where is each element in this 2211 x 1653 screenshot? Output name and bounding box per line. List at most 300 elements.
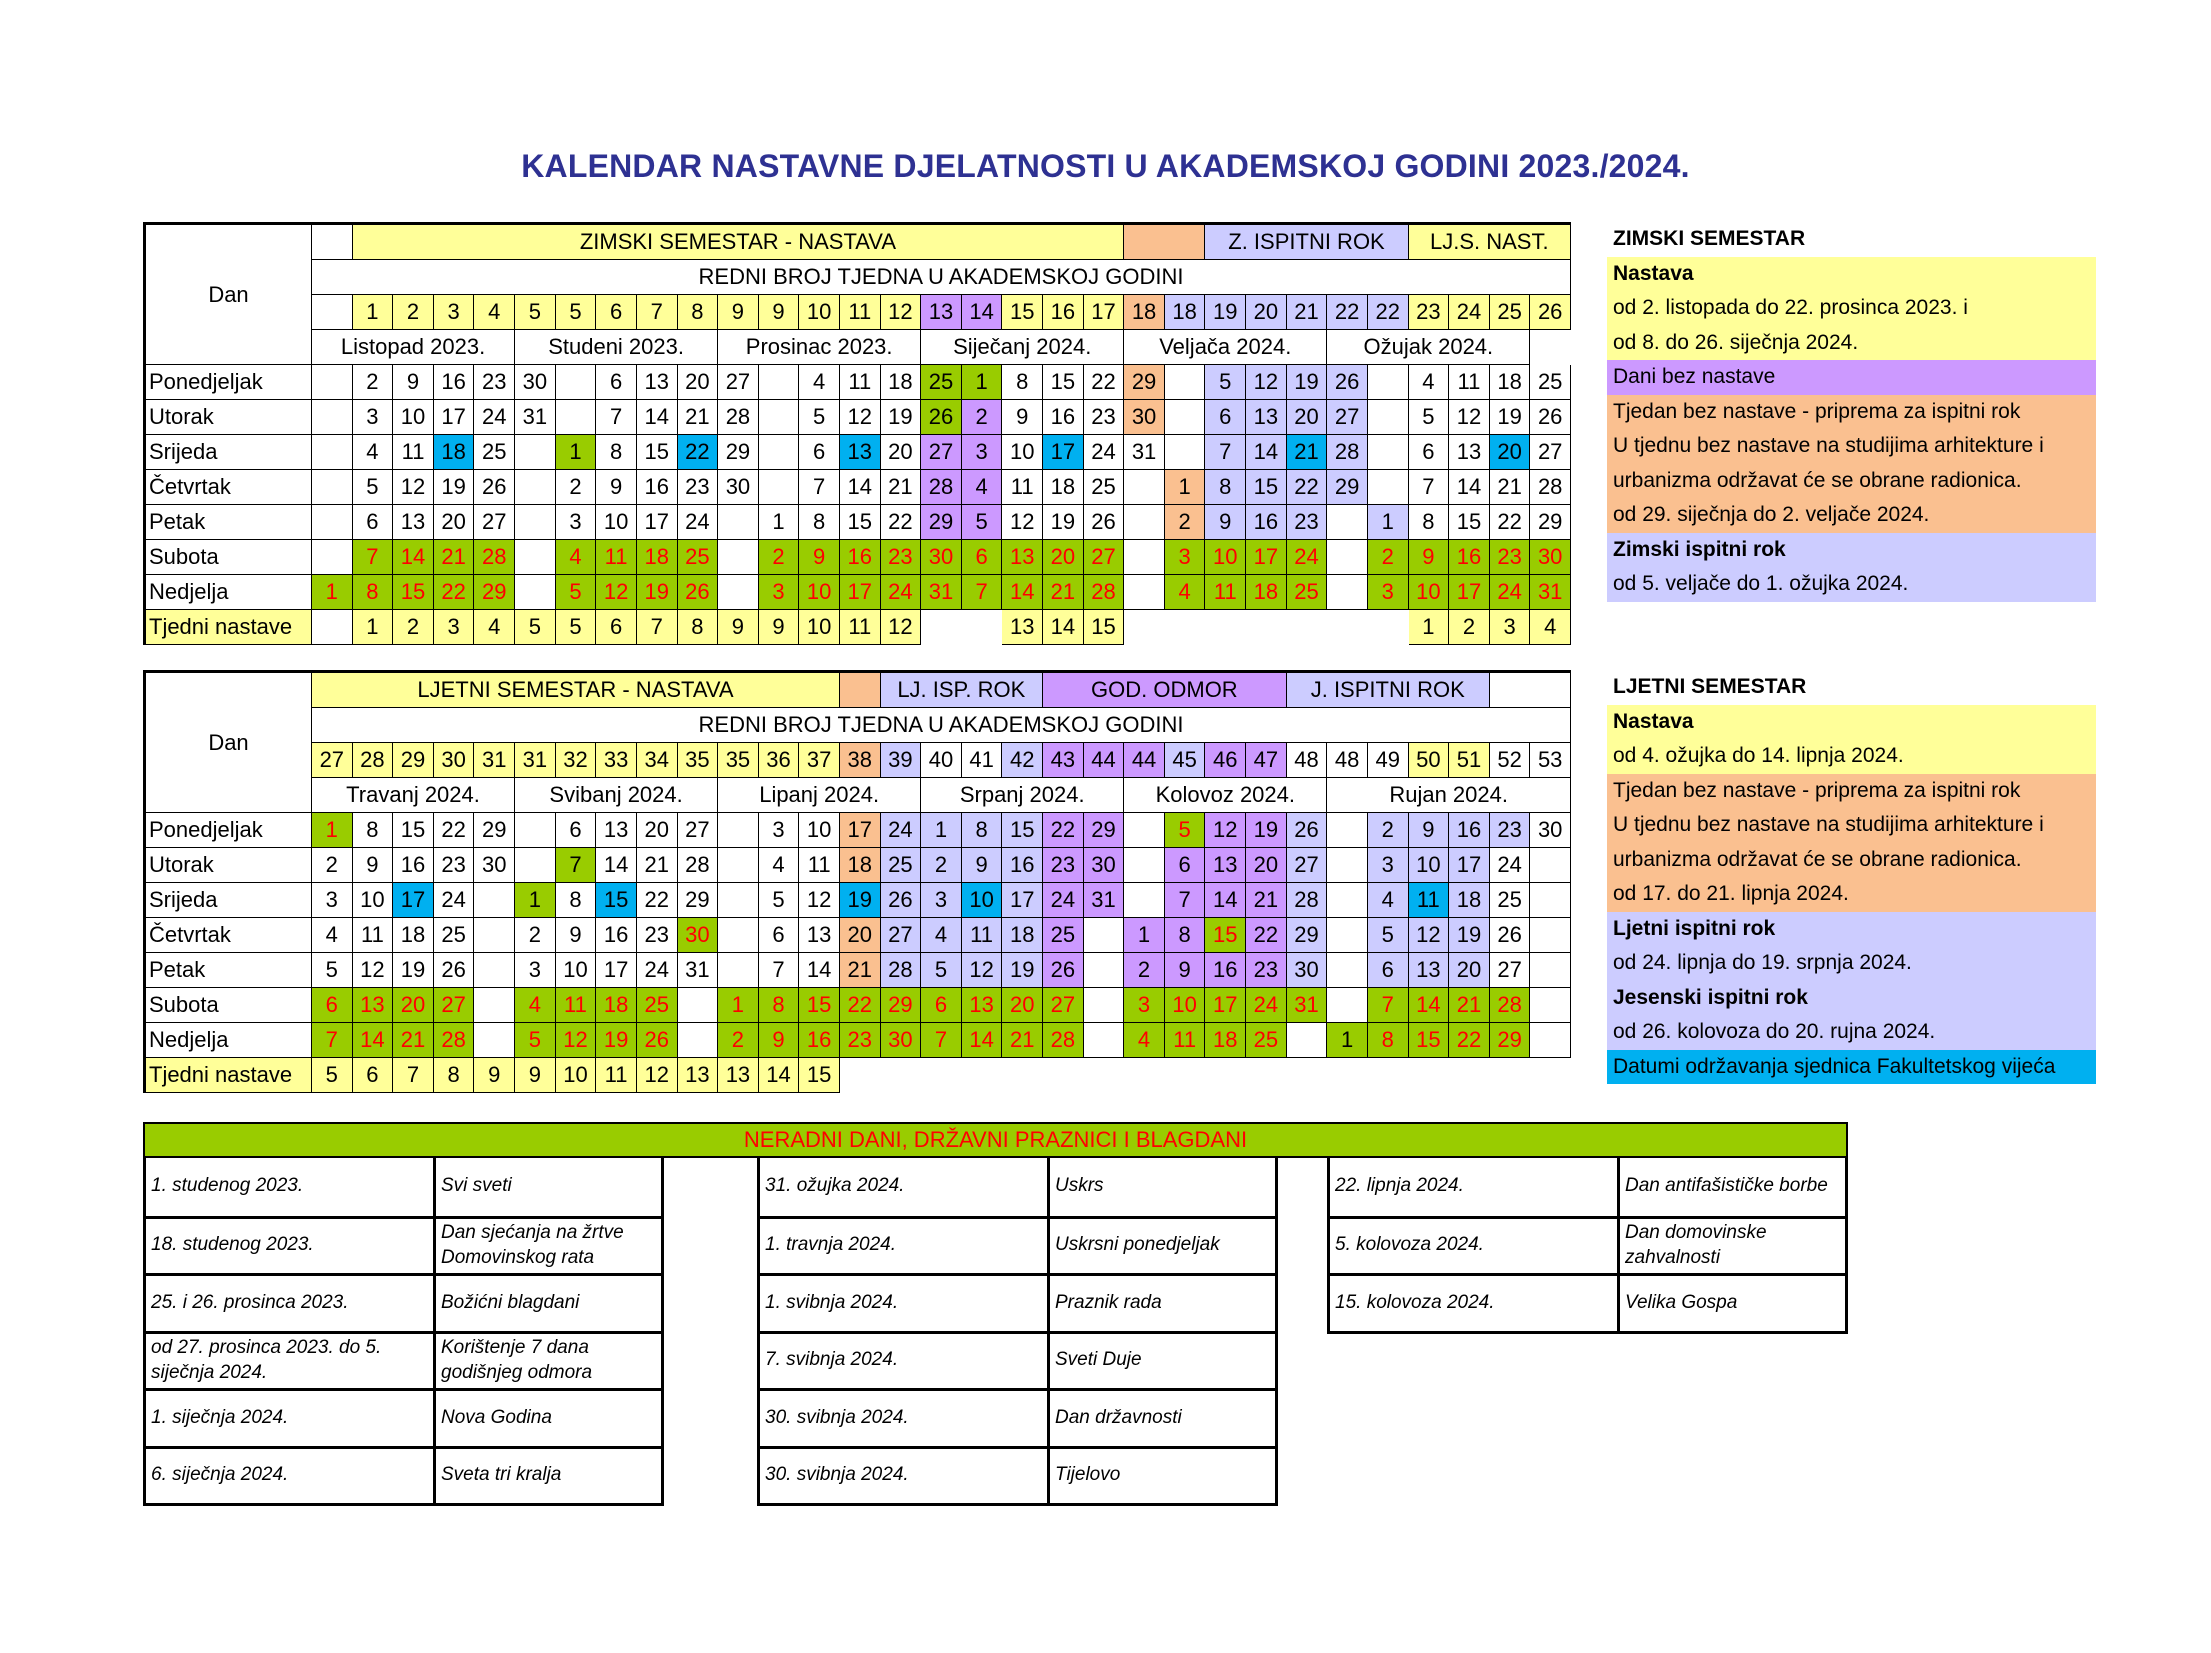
day-cell: 14 (393, 540, 434, 575)
holidays-table (143, 1158, 664, 1506)
day-cell: 5 (515, 1023, 556, 1058)
legend-row: Datumi održavanja sjednica Fakultetskog vijeća (1607, 1050, 2096, 1085)
day-cell (1124, 610, 1165, 645)
day-cell: 3 (1165, 540, 1206, 575)
day-cell: 12 (1409, 918, 1450, 953)
week-number: 27 (312, 743, 353, 778)
day-cell (312, 540, 353, 575)
day-cell: 2 (921, 848, 962, 883)
day-cell: 19 (637, 575, 678, 610)
day-cell: 15 (596, 883, 637, 918)
day-cell: 20 (1002, 988, 1043, 1023)
day-cell: 18 (393, 918, 434, 953)
day-cell: 23 (1246, 953, 1287, 988)
legend-row: Tjedan bez nastave - priprema za ispitni rok (1607, 395, 2096, 430)
day-cell: 13 (678, 1058, 719, 1093)
day-cell (1205, 610, 1246, 645)
day-cell: 16 (799, 1023, 840, 1058)
week-number: 15 (1002, 295, 1043, 330)
day-cell (1368, 1058, 1409, 1093)
day-cell: 2 (962, 400, 1003, 435)
legend-row: LJETNI SEMESTAR (1607, 670, 2096, 705)
day-cell: 20 (1043, 540, 1084, 575)
legend-row: Ljetni ispitni rok (1607, 912, 2096, 947)
day-cell: 10 (1002, 435, 1043, 470)
day-cell: 19 (434, 470, 475, 505)
week-number: 39 (881, 743, 922, 778)
day-cell: 7 (759, 953, 800, 988)
day-cell: 19 (596, 1023, 637, 1058)
week-number: 18 (1165, 295, 1206, 330)
week-number: 30 (434, 743, 475, 778)
day-cell (921, 1058, 962, 1093)
day-cell: 16 (1246, 505, 1287, 540)
day-cell (1327, 505, 1368, 540)
week-number: 21 (1287, 295, 1328, 330)
day-cell: 9 (1205, 505, 1246, 540)
week-number: 47 (1246, 743, 1287, 778)
day-cell: 1 (556, 435, 597, 470)
semester-band (1124, 225, 1205, 260)
day-cell: 25 (1490, 883, 1531, 918)
day-cell: 27 (434, 988, 475, 1023)
holidays-table (1327, 1158, 1848, 1334)
day-cell (718, 505, 759, 540)
day-cell: 25 (678, 540, 719, 575)
day-cell: 15 (393, 575, 434, 610)
day-cell: 7 (962, 575, 1003, 610)
day-cell (1246, 610, 1287, 645)
day-cell: 8 (1002, 365, 1043, 400)
day-cell: 30 (1530, 813, 1571, 848)
day-cell: 6 (799, 435, 840, 470)
day-cell (1124, 883, 1165, 918)
day-cell: 10 (596, 505, 637, 540)
day-cell (718, 848, 759, 883)
day-label: Četvrtak (146, 470, 312, 505)
day-cell: 16 (1449, 813, 1490, 848)
holiday-date: 18. studenog 2023. (146, 1216, 436, 1274)
day-cell: 20 (840, 918, 881, 953)
day-cell: 12 (840, 400, 881, 435)
holiday-date: 1. travnja 2024. (760, 1216, 1050, 1274)
day-cell: 8 (434, 1058, 475, 1093)
day-cell: 14 (799, 953, 840, 988)
day-cell (1530, 988, 1571, 1023)
week-number: 16 (1043, 295, 1084, 330)
week-number: 45 (1165, 743, 1206, 778)
day-cell (1530, 883, 1571, 918)
day-cell (1287, 1058, 1328, 1093)
day-cell: 9 (759, 610, 800, 645)
day-cell: 30 (1084, 848, 1125, 883)
day-cell (1043, 1058, 1084, 1093)
day-cell: 1 (962, 365, 1003, 400)
day-cell: 20 (678, 365, 719, 400)
semester-band: Z. ISPITNI ROK (1205, 225, 1408, 260)
day-cell: 15 (637, 435, 678, 470)
legend-row: U tjednu bez nastave na studijima arhitekture i (1607, 808, 2096, 843)
day-cell: 7 (1165, 883, 1206, 918)
day-cell: 3 (312, 883, 353, 918)
day-cell: 4 (515, 988, 556, 1023)
day-cell: 18 (1449, 883, 1490, 918)
day-cell: 21 (393, 1023, 434, 1058)
day-cell: 2 (1368, 540, 1409, 575)
semester-band: ZIMSKI SEMESTAR - NASTAVA (353, 225, 1125, 260)
day-cell: 1 (515, 883, 556, 918)
day-cell (718, 813, 759, 848)
week-number: 22 (1327, 295, 1368, 330)
day-cell: 17 (393, 883, 434, 918)
day-cell: 3 (962, 435, 1003, 470)
day-cell: 16 (1043, 400, 1084, 435)
day-label: Ponedjeljak (146, 365, 312, 400)
day-cell (1327, 988, 1368, 1023)
day-cell: 16 (1002, 848, 1043, 883)
day-cell: 21 (1043, 575, 1084, 610)
day-cell: 16 (637, 470, 678, 505)
day-cell (1368, 610, 1409, 645)
day-cell (312, 470, 353, 505)
day-cell: 25 (1530, 365, 1571, 400)
day-cell: 1 (312, 575, 353, 610)
day-cell: 22 (678, 435, 719, 470)
day-cell: 9 (556, 918, 597, 953)
semester-band: LJ. ISP. ROK (881, 673, 1043, 708)
day-cell: 2 (759, 540, 800, 575)
winter-legend (1607, 222, 2096, 602)
week-number: 11 (840, 295, 881, 330)
day-cell: 27 (1287, 848, 1328, 883)
week-number: 4 (474, 295, 515, 330)
day-cell: 13 (840, 435, 881, 470)
day-cell (759, 470, 800, 505)
day-cell: 13 (353, 988, 394, 1023)
day-label: Srijeda (146, 435, 312, 470)
day-cell (718, 953, 759, 988)
day-cell: 13 (799, 918, 840, 953)
day-cell: 14 (1205, 883, 1246, 918)
day-cell: 2 (718, 1023, 759, 1058)
day-cell: 2 (515, 918, 556, 953)
day-cell: 21 (637, 848, 678, 883)
week-number: 9 (718, 295, 759, 330)
day-cell: 3 (1124, 988, 1165, 1023)
day-cell: 8 (799, 505, 840, 540)
day-cell: 6 (1205, 400, 1246, 435)
day-cell: 14 (962, 1023, 1003, 1058)
day-cell (556, 400, 597, 435)
day-cell: 13 (393, 505, 434, 540)
holiday-name: Dan antifašističke borbe (1625, 1175, 1828, 1197)
day-cell: 29 (1287, 918, 1328, 953)
week-number: 31 (474, 743, 515, 778)
day-cell: 10 (799, 575, 840, 610)
day-cell: 23 (637, 918, 678, 953)
day-label: Subota (146, 988, 312, 1023)
holidays-title: NERADNI DANI, DRŽAVNI PRAZNICI I BLAGDANI (143, 1122, 1848, 1158)
day-cell: 5 (962, 505, 1003, 540)
day-cell: 8 (1205, 470, 1246, 505)
week-number: 25 (1490, 295, 1531, 330)
day-cell: 3 (759, 575, 800, 610)
day-cell: 13 (1002, 610, 1043, 645)
month-label: Listopad 2023. (312, 330, 515, 365)
day-cell: 11 (1449, 365, 1490, 400)
day-cell: 25 (434, 918, 475, 953)
holiday-name: Uskrsni ponedjeljak (1050, 1216, 1275, 1274)
holiday-date: 22. lipnja 2024. (1330, 1158, 1620, 1216)
day-label: Utorak (146, 848, 312, 883)
day-cell: 8 (1368, 1023, 1409, 1058)
day-cell: 19 (393, 953, 434, 988)
day-cell: 7 (312, 1023, 353, 1058)
week-number: 18 (1124, 295, 1165, 330)
week-number: 5 (515, 295, 556, 330)
day-cell: 2 (353, 365, 394, 400)
week-number: 13 (921, 295, 962, 330)
day-cell (678, 988, 719, 1023)
day-cell: 17 (434, 400, 475, 435)
day-cell (1530, 1023, 1571, 1058)
day-cell: 27 (881, 918, 922, 953)
day-cell: 22 (881, 505, 922, 540)
day-cell: 5 (1165, 813, 1206, 848)
day-cell: 13 (1002, 540, 1043, 575)
week-number: 49 (1368, 743, 1409, 778)
day-cell (1368, 400, 1409, 435)
day-cell: 31 (1084, 883, 1125, 918)
day-cell: 3 (556, 505, 597, 540)
day-cell: 16 (840, 540, 881, 575)
day-cell (840, 1058, 881, 1093)
week-number: 12 (881, 295, 922, 330)
holiday-name: Nova Godina (436, 1388, 661, 1446)
day-cell (312, 505, 353, 540)
week-number: 33 (596, 743, 637, 778)
day-cell (718, 575, 759, 610)
day-cell: 22 (1043, 813, 1084, 848)
day-cell (1246, 1058, 1287, 1093)
day-cell: 10 (1409, 848, 1450, 883)
day-cell: 15 (1205, 918, 1246, 953)
day-cell: 13 (718, 1058, 759, 1093)
week-number: 34 (637, 743, 678, 778)
day-cell: 9 (1002, 400, 1043, 435)
day-cell: 8 (556, 883, 597, 918)
day-cell: 1 (1327, 1023, 1368, 1058)
summer-legend (1607, 670, 2096, 1084)
day-cell: 28 (1530, 470, 1571, 505)
week-number: 44 (1084, 743, 1125, 778)
day-cell (921, 610, 962, 645)
day-cell (1409, 1058, 1450, 1093)
day-cell: 4 (799, 365, 840, 400)
day-cell: 4 (1124, 1023, 1165, 1058)
day-cell (759, 365, 800, 400)
day-cell: 5 (312, 1058, 353, 1093)
day-cell: 21 (840, 953, 881, 988)
holiday-date: 1. siječnja 2024. (146, 1388, 436, 1446)
day-cell (1327, 610, 1368, 645)
day-cell: 28 (881, 953, 922, 988)
day-cell: 26 (1287, 813, 1328, 848)
day-cell: 12 (962, 953, 1003, 988)
day-cell: 29 (1327, 470, 1368, 505)
day-cell: 20 (434, 505, 475, 540)
day-cell: 3 (759, 813, 800, 848)
holiday-date: 1. studenog 2023. (146, 1158, 436, 1216)
day-cell: 11 (1205, 575, 1246, 610)
day-cell (1124, 813, 1165, 848)
holiday-name: Tijelovo (1050, 1446, 1275, 1504)
day-cell: 5 (1368, 918, 1409, 953)
day-cell (1327, 575, 1368, 610)
day-cell (962, 610, 1003, 645)
day-cell: 28 (474, 540, 515, 575)
week-number: 53 (1530, 743, 1571, 778)
summer-semester-table (143, 670, 1571, 1093)
day-cell (1165, 435, 1206, 470)
day-cell: 19 (1287, 365, 1328, 400)
day-cell: 17 (1449, 848, 1490, 883)
day-cell: 25 (1043, 918, 1084, 953)
day-cell: 18 (1043, 470, 1084, 505)
day-cell: 23 (474, 365, 515, 400)
day-cell: 20 (1490, 435, 1531, 470)
day-cell: 15 (840, 505, 881, 540)
week-number: 48 (1327, 743, 1368, 778)
day-cell: 4 (1368, 883, 1409, 918)
winter-semester-table (143, 222, 1571, 645)
day-cell: 9 (799, 540, 840, 575)
day-cell: 29 (921, 505, 962, 540)
day-cell: 9 (759, 1023, 800, 1058)
day-cell: 11 (1165, 1023, 1206, 1058)
day-cell: 29 (474, 575, 515, 610)
week-number: 52 (1490, 743, 1531, 778)
day-cell: 20 (393, 988, 434, 1023)
day-cell (1124, 470, 1165, 505)
week-number: 7 (637, 295, 678, 330)
month-label: Siječanj 2024. (921, 330, 1124, 365)
day-cell: 3 (353, 400, 394, 435)
holiday-name: Uskrs (1055, 1175, 1104, 1197)
day-cell: 14 (1449, 470, 1490, 505)
day-cell: 19 (1002, 953, 1043, 988)
week-number: 24 (1449, 295, 1490, 330)
day-cell: 10 (556, 953, 597, 988)
week-number: 51 (1449, 743, 1490, 778)
day-cell: 9 (718, 610, 759, 645)
day-cell: 18 (637, 540, 678, 575)
day-cell: 12 (1449, 400, 1490, 435)
day-cell: 22 (1449, 1023, 1490, 1058)
day-cell: 23 (1084, 400, 1125, 435)
week-number: 26 (1530, 295, 1571, 330)
week-number: 19 (1205, 295, 1246, 330)
holiday-name: Velika Gospa (1620, 1273, 1845, 1331)
day-cell (1084, 953, 1125, 988)
day-cell: 5 (312, 953, 353, 988)
day-cell: 26 (434, 953, 475, 988)
week-number: 22 (1368, 295, 1409, 330)
month-label: Rujan 2024. (1327, 778, 1571, 813)
day-cell: 31 (678, 953, 719, 988)
day-cell: 25 (881, 848, 922, 883)
day-cell (1124, 575, 1165, 610)
day-cell: 14 (1043, 610, 1084, 645)
day-cell: 13 (1409, 953, 1450, 988)
day-cell: 15 (1246, 470, 1287, 505)
day-cell: 31 (1287, 988, 1328, 1023)
day-cell: 27 (1084, 540, 1125, 575)
day-cell (312, 610, 353, 645)
day-cell: 30 (1287, 953, 1328, 988)
week-number: 41 (962, 743, 1003, 778)
day-cell: 19 (881, 400, 922, 435)
day-cell: 15 (799, 988, 840, 1023)
day-cell: 26 (921, 400, 962, 435)
day-cell: 28 (1043, 1023, 1084, 1058)
day-label: Srijeda (146, 883, 312, 918)
legend-row: Jesenski ispitni rok (1607, 981, 2096, 1016)
day-cell: 5 (353, 470, 394, 505)
day-cell: 4 (962, 470, 1003, 505)
day-cell: 12 (1002, 505, 1043, 540)
day-cell: 12 (1205, 813, 1246, 848)
day-cell: 14 (596, 848, 637, 883)
day-cell (1084, 918, 1125, 953)
day-cell: 15 (1084, 610, 1125, 645)
day-cell (1124, 1058, 1165, 1093)
day-cell: 25 (1084, 470, 1125, 505)
day-cell: 13 (637, 365, 678, 400)
day-cell: 27 (678, 813, 719, 848)
holiday-date: 25. i 26. prosinca 2023. (146, 1273, 436, 1331)
day-cell: 2 (1368, 813, 1409, 848)
day-cell: 12 (637, 1058, 678, 1093)
day-cell: 3 (515, 953, 556, 988)
day-cell: 2 (556, 470, 597, 505)
day-cell: 7 (637, 610, 678, 645)
day-label: Utorak (146, 400, 312, 435)
month-label: Prosinac 2023. (718, 330, 921, 365)
day-cell: 27 (1490, 953, 1531, 988)
day-cell (1205, 1058, 1246, 1093)
day-cell: 24 (881, 575, 922, 610)
day-cell (1327, 813, 1368, 848)
week-number: 46 (1205, 743, 1246, 778)
day-cell: 17 (1002, 883, 1043, 918)
day-cell: 29 (718, 435, 759, 470)
day-cell: 4 (759, 848, 800, 883)
week-number: 40 (921, 743, 962, 778)
day-cell: 5 (799, 400, 840, 435)
day-cell: 24 (1490, 848, 1531, 883)
day-cell: 7 (353, 540, 394, 575)
day-cell (1084, 1058, 1125, 1093)
day-cell: 14 (1246, 435, 1287, 470)
week-number: 8 (678, 295, 719, 330)
week-number: 28 (353, 743, 394, 778)
day-cell (1530, 1058, 1571, 1093)
day-cell: 26 (474, 470, 515, 505)
day-cell: 30 (718, 470, 759, 505)
day-cell: 12 (881, 610, 922, 645)
day-cell: 17 (1043, 435, 1084, 470)
